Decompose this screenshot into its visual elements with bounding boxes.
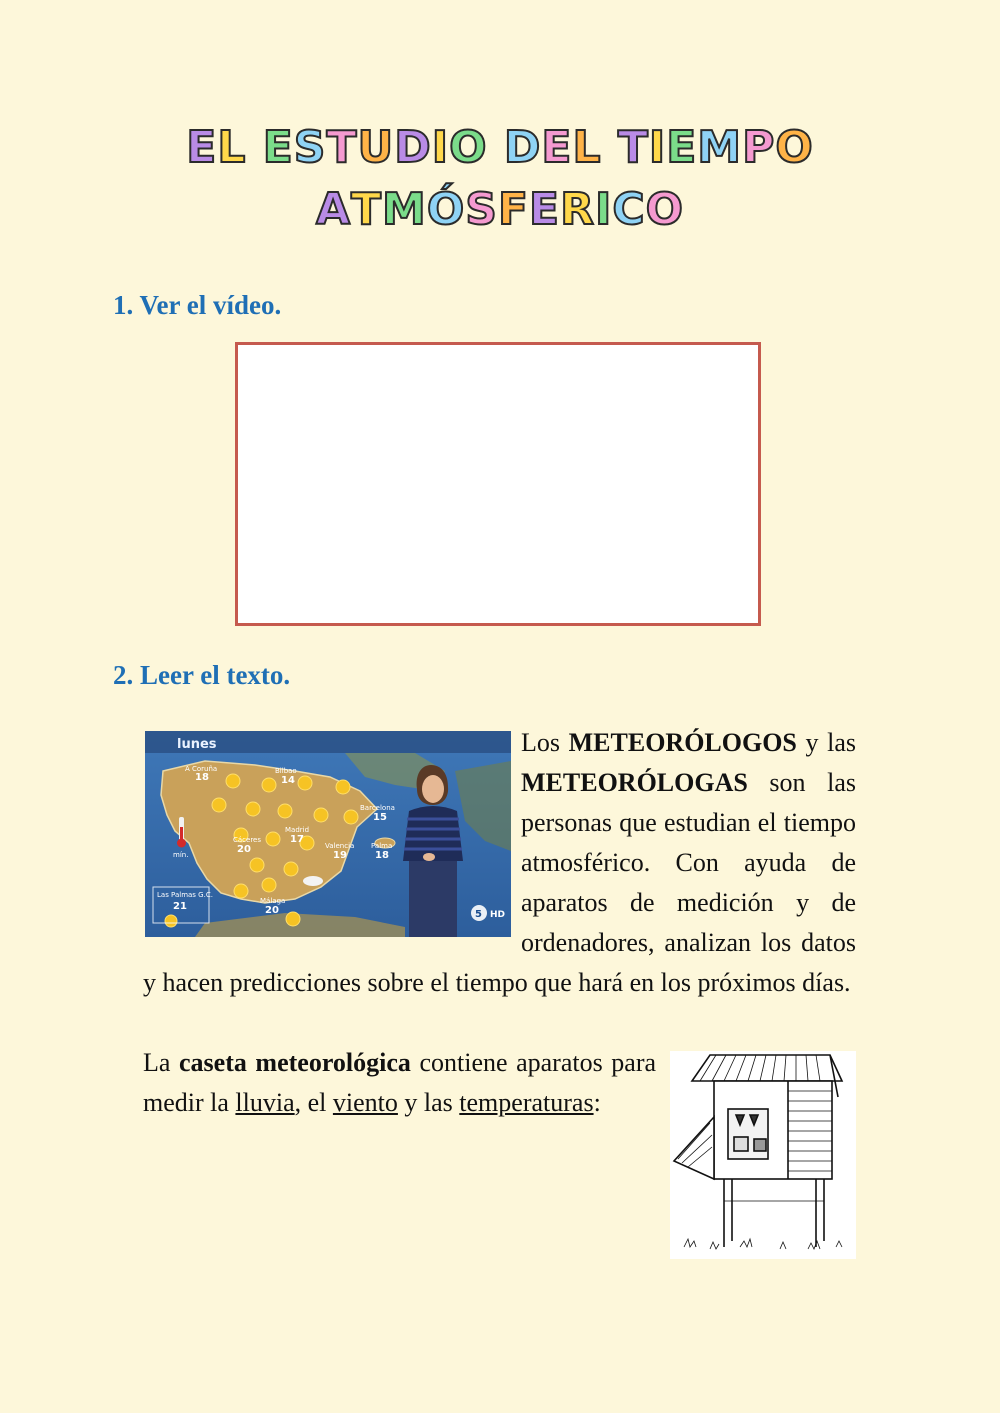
weather-map-image xyxy=(145,731,511,937)
channel-badge: 5 xyxy=(475,909,482,920)
map-city-temp: 21 xyxy=(173,901,187,912)
text-run: contiene aparatos para medir la xyxy=(143,1048,657,1117)
keyword-meteorologos: METEORÓLOGOS xyxy=(568,728,797,757)
text-run: Los xyxy=(521,728,569,757)
map-day-label: lunes xyxy=(177,737,217,752)
map-city-name: A Coruña xyxy=(185,765,218,773)
section-heading-text: 2. Leer el texto. xyxy=(113,660,291,690)
keyword-meteorologas: METEORÓLOGAS xyxy=(521,768,748,797)
map-thermo-label: mín. xyxy=(173,851,189,859)
text-run: y las xyxy=(796,728,857,757)
text-run: : xyxy=(593,1088,601,1117)
page-title-line2: ATMÓSFERICO xyxy=(315,184,685,235)
map-city-name: Bilbao xyxy=(275,767,297,775)
reading-text xyxy=(143,723,856,1263)
map-city-name: Valencia xyxy=(325,842,355,850)
map-city-temp: 18 xyxy=(375,850,389,861)
map-city-name: Cáceres xyxy=(233,836,262,844)
map-city-name: Las Palmas G.C. xyxy=(157,891,213,899)
paragraph-weather-station xyxy=(143,1043,856,1123)
keyword-caseta: caseta meteorológica xyxy=(179,1048,411,1077)
keyword-temperaturas: temperaturas xyxy=(459,1088,594,1117)
keyword-lluvia: lluvia xyxy=(235,1088,295,1117)
map-city-name: Palma xyxy=(371,842,393,850)
map-city-temp: 15 xyxy=(373,812,387,823)
map-city-temp: 18 xyxy=(195,772,209,783)
map-city-temp: 19 xyxy=(333,850,347,861)
text-run: y las xyxy=(397,1088,460,1117)
keyword-viento: viento xyxy=(332,1088,398,1117)
video-player[interactable] xyxy=(235,342,761,626)
text-run: son las personas que estudian el tiempo atmosférico. Con ayuda de aparatos de medición y de ordenadores, analizan los datos y hacen predicciones sobre el tiempo que hará en los próximos días. xyxy=(143,768,856,997)
map-city-temp: 14 xyxy=(281,775,295,786)
page-title-line1: EL ESTUDIO DEL TIEMPO xyxy=(186,122,814,173)
hd-label: HD xyxy=(490,910,506,920)
map-city-name: Málaga xyxy=(260,897,286,905)
map-city-name: Madrid xyxy=(285,826,310,834)
text-run: , el xyxy=(294,1088,333,1117)
map-city-temp: 20 xyxy=(237,844,251,855)
weather-station-image xyxy=(670,1051,856,1259)
map-city-name: Barcelona xyxy=(360,804,395,812)
map-city-temp: 20 xyxy=(265,905,279,916)
section-heading-video: 1. Ver el vídeo. xyxy=(113,290,282,320)
paragraph-meteorologists xyxy=(143,723,856,1003)
text-run: La xyxy=(143,1048,179,1077)
map-city-temp: 17 xyxy=(290,834,304,845)
